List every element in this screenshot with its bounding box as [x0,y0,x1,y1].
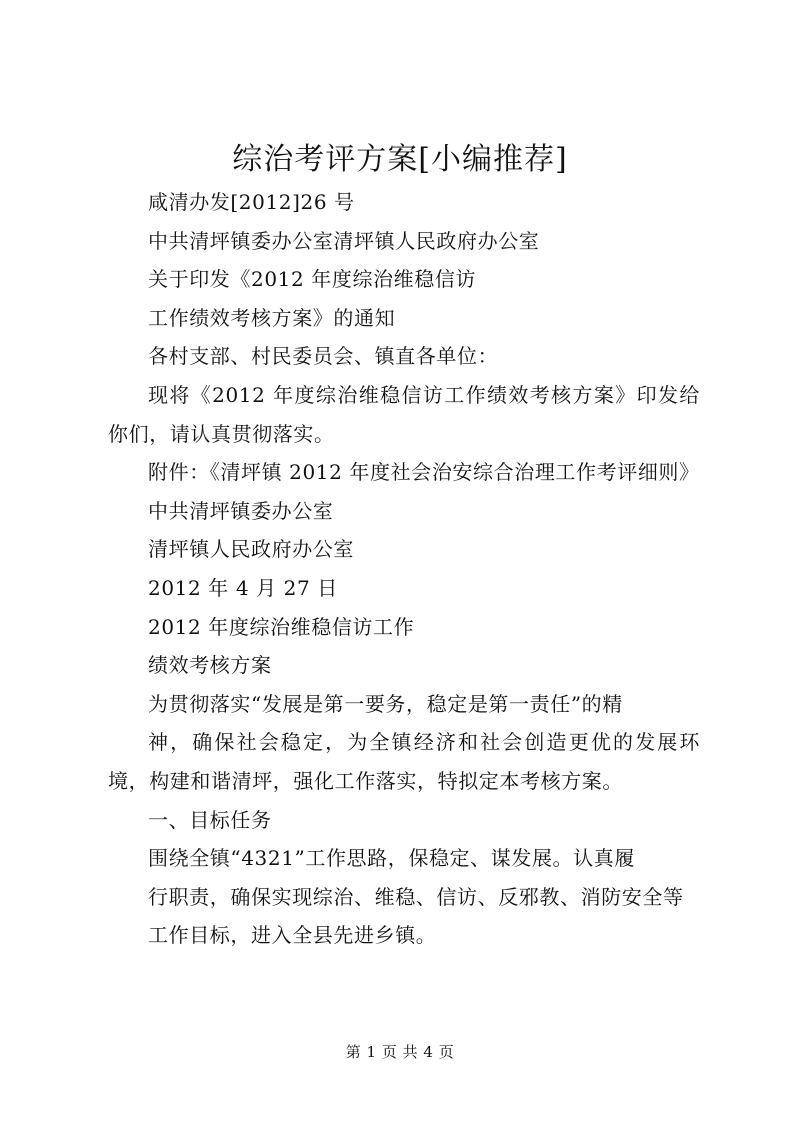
document-line: 关于印发《2012 年度综治维稳信访 [148,267,477,292]
document-line: 咸清办发[2012]26 号 [148,190,355,214]
document-line: 围绕全镇“4321”工作思路，保稳定、谋发展。认真履 [148,846,635,871]
document-line: 2012 年 4 月 27 日 [148,575,338,600]
document-line: 中共清坪镇委办公室清坪镇人民政府办公室 [148,228,540,253]
document-line: 各村支部、村民委员会、镇直各单位： [148,344,499,369]
document-line: 工作绩效考核方案》的通知 [148,305,396,330]
document-title: 综治考评方案[小编推荐] [232,142,568,177]
document-body [108,183,700,955]
document-line: 清坪镇人民政府办公室 [148,537,354,562]
document-line: 行职责，确保实现综治、维稳、信访、反邪教、消防安全等 [148,884,684,909]
document-line: 一、目标任务 [148,807,272,832]
page-indicator: 第 1 页 共 4 页 [345,1043,455,1061]
document-line: 为贯彻落实“发展是第一要务，稳定是第一责任”的精 [148,691,623,716]
document-line: 2012 年度综治维稳信访工作 [148,614,415,639]
document-line: 神，确保社会稳定，为全镇经济和社会创造更优的发展环境，构建和谐清坪，强化工作落实，特拟定本考核方案。 [108,730,700,793]
document-line: 绩效考核方案 [148,653,272,678]
document-line: 工作目标，进入全县先进乡镇。 [148,923,437,948]
document-line: 现将《2012 年度综治维稳信访工作绩效考核方案》印发给你们，请认真贯彻落实。 [108,382,700,446]
document-line: 附件：《清坪镇 2012 年度社会治安综合治理工作考评细则》 [148,460,700,485]
document-line: 中共清坪镇委办公室 [148,498,334,523]
